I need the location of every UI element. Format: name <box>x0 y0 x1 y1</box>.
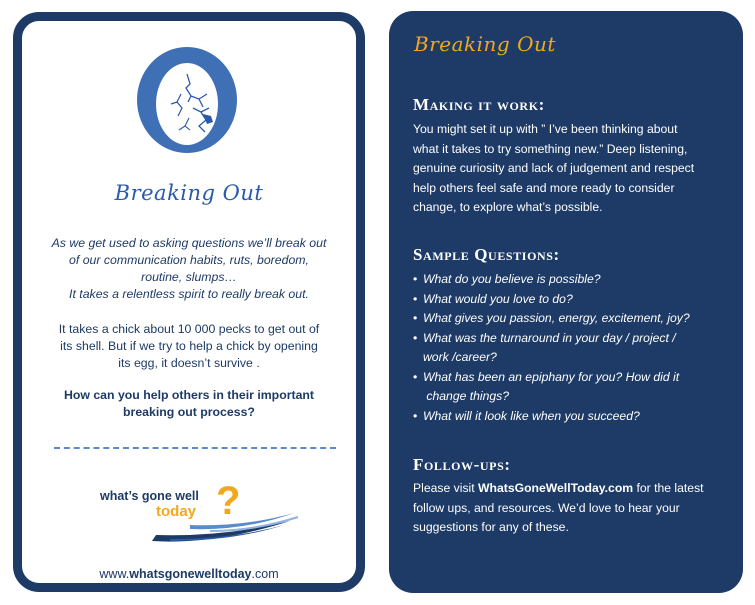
card-title: Breaking Out <box>114 181 264 205</box>
dashed-divider <box>54 447 336 449</box>
cracked-egg-icon <box>133 44 241 154</box>
follow-ups-link[interactable]: WhatsGoneWellToday.com <box>478 481 634 495</box>
follow-ups-text <box>413 479 733 538</box>
making-it-work-heading: Making it work: <box>413 95 545 114</box>
paragraph-line: help others feel safe and more ready to consider <box>413 180 675 195</box>
paragraph-line: Please visit WhatsGoneWellToday.com for the latest <box>413 481 704 495</box>
question-line: How can you help others in their important <box>63 388 315 402</box>
intro-line: It takes a relentless spirit to really break out. <box>69 287 309 301</box>
intro-line: of our communication habits, ruts, boredom, <box>69 253 309 267</box>
list-item: • What would you love to do? <box>413 290 733 310</box>
key-question <box>48 387 330 421</box>
question-mark-icon: ? <box>216 479 241 523</box>
intro-line: routine, slumps… <box>141 270 237 284</box>
list-item: • What do you believe is possible? <box>413 270 733 290</box>
question-line: breaking out process? <box>123 405 255 419</box>
url-prefix: www. <box>99 567 130 581</box>
right-card <box>389 11 743 593</box>
logo-text-line2: today <box>156 503 197 520</box>
intro-line: As we get used to asking questions we’ll break out <box>51 236 327 250</box>
bullet-icon: • <box>413 311 418 325</box>
url-domain: whatsgonewelltoday <box>129 567 252 581</box>
body-line: its egg, it doesn’t survive . <box>118 356 260 370</box>
sample-questions-heading: Sample Questions: <box>413 245 560 264</box>
body-line: It takes a chick about 10 000 pecks to get out of <box>58 322 320 336</box>
list-item: • What will it look like when you succeed? <box>413 407 733 427</box>
bullet-icon: • <box>413 272 418 286</box>
sample-questions-list <box>413 270 733 426</box>
intro-text <box>48 235 330 303</box>
bullet-icon: • <box>413 330 418 345</box>
bullet-icon: • <box>413 369 418 384</box>
card-title: Breaking Out <box>414 32 556 56</box>
follow-ups-heading: Follow-ups: <box>413 455 511 474</box>
paragraph-line: suggestions for any of these. <box>413 520 569 534</box>
body-text <box>48 321 330 372</box>
website-url[interactable] <box>22 567 356 581</box>
logo-text-line1: what’s gone well <box>100 489 199 503</box>
list-item: • What has been an epiphany for you? How did it change things? <box>413 369 680 403</box>
paragraph-line: You might set it up with ” I’ve been thinking about <box>413 122 678 136</box>
list-item: • What was the turnaround in your day / project / work /career? <box>413 330 676 364</box>
paragraph-line: change, to explore what’s possible. <box>413 200 603 214</box>
paragraph-line: genuine curiosity and lack of judgement and respect <box>413 161 695 175</box>
url-suffix: .com <box>251 567 279 581</box>
making-it-work-text <box>413 120 733 218</box>
paragraph-line: what it takes to try something new.” Deep listening, <box>413 141 688 156</box>
whats-gone-well-logo <box>94 479 304 549</box>
list-item: • What gives you passion, energy, excitement, joy? <box>413 309 733 329</box>
bullet-icon: • <box>413 408 418 423</box>
bullet-icon: • <box>413 291 418 306</box>
paragraph-line: follow ups, and resources. We’d love to hear your <box>413 500 680 515</box>
left-card <box>13 12 365 592</box>
body-line: its shell. But if we try to help a chick by opening <box>60 339 318 353</box>
